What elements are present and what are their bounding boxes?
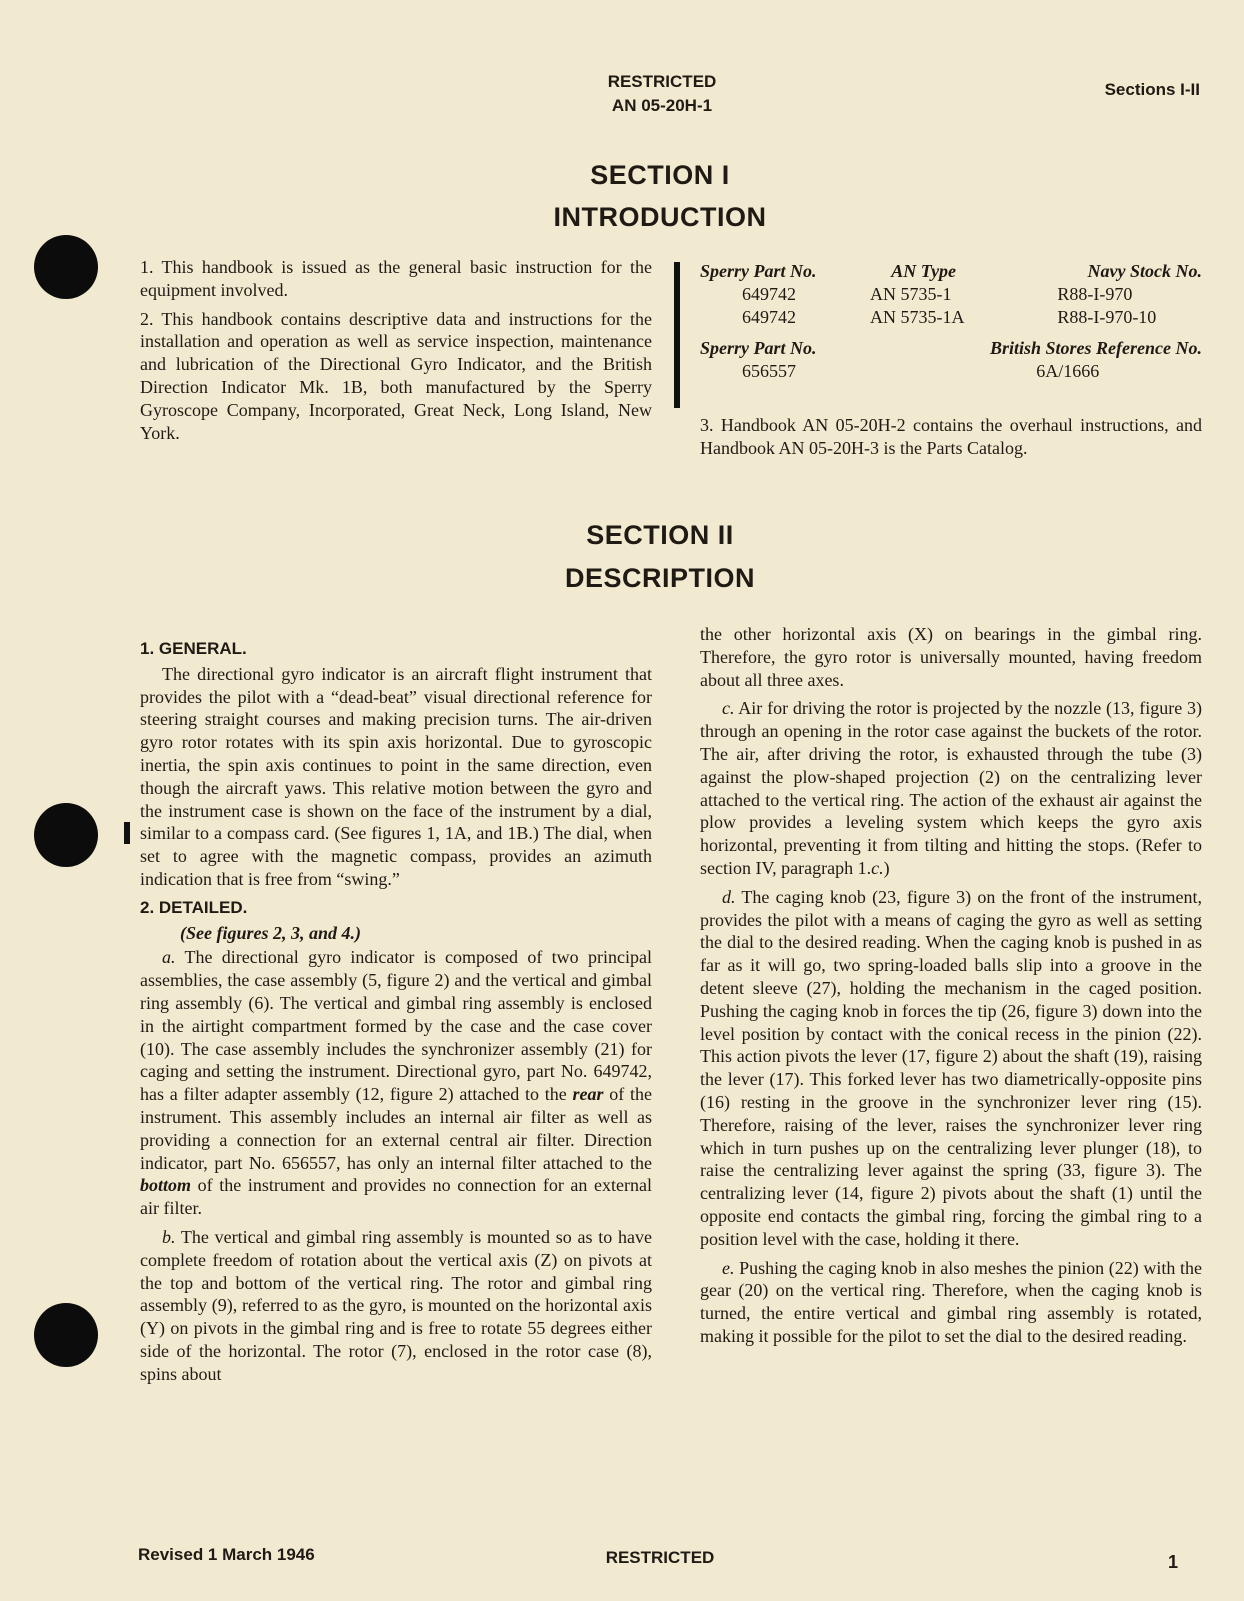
heading-general: 1. GENERAL. — [140, 639, 247, 658]
sections-label: Sections I-II — [1104, 80, 1200, 99]
left-column — [140, 636, 652, 1392]
intro-paragraph-3: 3. Handbook AN 05-20H-2 contains the overhaul instructions, and Handbook AN 05-20H-3 is the Parts Catalog. — [700, 415, 1202, 458]
paragraph-label: c. — [722, 698, 735, 719]
page-number: 1 — [1167, 1552, 1178, 1572]
text: The vertical and gimbal ring assembly is mounted so as to have complete freedom of rotation about the vertical axis (Z) on pivots at the top and bottom of the vertical ring. The rotor and gimbal ring assembly (9), referred to as the gyro, is mounted on the horizontal axis (Y) on pivots in the gimbal ring and is free to rotate 55 degrees either side of the horizontal. The rotor (7), enclosed in the rotor case (8), spins about — [140, 1226, 652, 1384]
classification-footer: RESTRICTED — [605, 1548, 715, 1567]
paragraph-general: The directional gyro indicator is an aircraft flight instrument that provides the pilot with a “dead-beat” visual directional reference for steering straight courses and making precision turns. The air-driven gyro rotor rotates with its spin axis horizontal. Due to gyroscopic inertia, the spin axis continues to point in the same direction, even though the aircraft yaws. This relative motion between the gyro and the instrument case is shown on the face of the instrument by a dial, similar to a compass card. (See figures 1, 1A, and 1B.) The dial, when set to agree with the magnetic compass, provides an azimuth indication that is free from “swing.” — [140, 663, 652, 889]
table-header: British Stores Reference No. — [989, 338, 1202, 358]
text: ) — [883, 857, 890, 878]
text: of the instrument and provides no connection for an external air filter. — [140, 1175, 652, 1219]
change-bar — [124, 822, 130, 844]
intro-paragraph-2: 2. This handbook contains descriptive data and instructions for the installation and operation as well as service inspection, maintenance and lubrication of the Directional Gyro Indicator, and the British Direction Indicator Mk. 1B, both manufactured by the Sperry Gyroscope Company, Incorporated, Great Neck, Long Island, New York. — [140, 308, 652, 443]
paragraph-c — [700, 697, 1202, 879]
paragraph-label: e. — [722, 1257, 735, 1278]
table-cell: 649742 — [742, 284, 796, 304]
table-header: Sperry Part No. — [700, 261, 817, 281]
table-cell: AN 5735-1A — [869, 307, 965, 327]
paragraph-label: b. — [162, 1226, 176, 1247]
classification-header: RESTRICTED — [607, 72, 717, 91]
punch-hole — [34, 1303, 98, 1367]
table-cell: R88-I-970-10 — [1057, 307, 1157, 327]
section-title: SECTION II — [586, 520, 734, 550]
table-row — [700, 306, 1202, 329]
paragraph-d — [700, 886, 1202, 1251]
part-number-table — [700, 260, 1202, 383]
text: The caging knob (23, figure 3) on the front of the instrument, provides the pilot with a means of caging the gyro as well as setting the dial to the desired reading. When the caging knob is pushed in as far as it will go, two spring-loaded balls slip into a groove in the detent sleeve (27), holding the mechanism in the caged position. Pushing the caging knob in forces the tip (26, figure 3) down into the level position by contact with the conical recess in the pinion (22). This action pivots the lever (17, figure 2) about the shaft (19), raising the lever (17). This forked lever has two diametrically-opposite pins (16) resting in the groove in the synchronizer lever ring (15). Therefore, raising of the lever, raises the synchronizer lever ring which in turn pushes up on the centralizing lever plunger (18), to raise the centralizing lever against the spring (33, figure 3). The centralizing lever (14, figure 2) pivots about the shaft (1) until the opposite end contacts the gimbal ring, forcing the gimbal ring to a position level with the case, holding it there. — [700, 886, 1202, 1249]
punch-hole — [34, 803, 98, 867]
emphasis: rear — [572, 1084, 604, 1105]
document-number: AN 05-20H-1 — [611, 96, 713, 115]
text: Pushing the caging knob in also meshes the pinion (22) with the gear (20) on the vertical ring. Therefore, when the caging knob is turned, the entire vertical and gimbal ring assembly is rotated, making it possible for the pilot to set the dial to the desired reading. — [700, 1257, 1203, 1346]
paragraph-b-continued: the other horizontal axis (X) on bearings in the gimbal ring. Therefore, the gyro rotor is universally mounted, having freedom about all three axes. — [700, 624, 1202, 690]
emphasis: bottom — [140, 1175, 192, 1196]
section-title: SECTION I — [590, 160, 730, 190]
table-header: Navy Stock No. — [1087, 261, 1202, 281]
paragraph-b — [140, 1226, 652, 1386]
change-bar — [674, 262, 680, 408]
detailed-figure-reference: (See figures 2, 3, and 4.) — [180, 922, 361, 943]
table-row — [700, 360, 1202, 383]
text: The directional gyro indicator is composed of two principal assemblies, the case assembly (5, figure 2) and the vertical and gimbal ring assembly (6). The vertical and gimbal ring assembly is enclosed in the airtight compartment formed by the case and the case cover (10). The case assembly includes the synchronizer assembly (21) for caging and setting the instrument. Directional gyro, part No. 649742, has a filter adapter assembly (12, figure 2) attached to the — [140, 947, 652, 1105]
table-cell: R88-I-970 — [1057, 284, 1133, 304]
table-row — [700, 283, 1202, 306]
table-header: Sperry Part No. — [700, 338, 817, 358]
paragraph-label: d. — [722, 886, 736, 907]
right-column — [700, 623, 1202, 1354]
paragraph-label: a. — [162, 947, 176, 968]
intro-paragraph-1: 1. This handbook is issued as the general basic instruction for the equipment involved. — [140, 257, 652, 300]
paragraph-a — [140, 946, 652, 1220]
intro-column-right — [700, 414, 1202, 466]
table-cell: 649742 — [742, 307, 796, 327]
section-subtitle: INTRODUCTION — [553, 202, 767, 232]
intro-column — [140, 256, 652, 450]
punch-hole — [34, 235, 98, 299]
table-cell: 656557 — [742, 361, 796, 381]
revision-date: Revised 1 March 1946 — [138, 1545, 315, 1564]
text: Air for driving the rotor is projected by the nozzle (13, figure 3) through an opening in the rotor case against the buckets of the rotor. The air, after driving the rotor, is exhausted through the tube (3) against the plow-shaped projection (2) on the centralizing lever attached to the vertical ring. The action of the exhaust air against the plow provides a leveling system which keeps the gyro axis horizontal, preventing it from tilting and hitting the stops. (Refer to section IV, paragraph 1. — [700, 698, 1202, 878]
table-cell: 6A/1666 — [1036, 361, 1100, 381]
paragraph-e — [700, 1257, 1202, 1348]
heading-detailed: 2. DETAILED. — [140, 897, 248, 917]
table-header: AN Type — [891, 261, 957, 281]
emphasis: c. — [871, 857, 884, 878]
section-subtitle: DESCRIPTION — [564, 563, 756, 593]
table-cell: AN 5735-1 — [869, 284, 952, 304]
text: of the instrument. This assembly includes an internal air filter as well as providing a connection for an external central air filter. Direction indicator, part No. 656557, has only an internal filter attached to the — [140, 1084, 653, 1173]
